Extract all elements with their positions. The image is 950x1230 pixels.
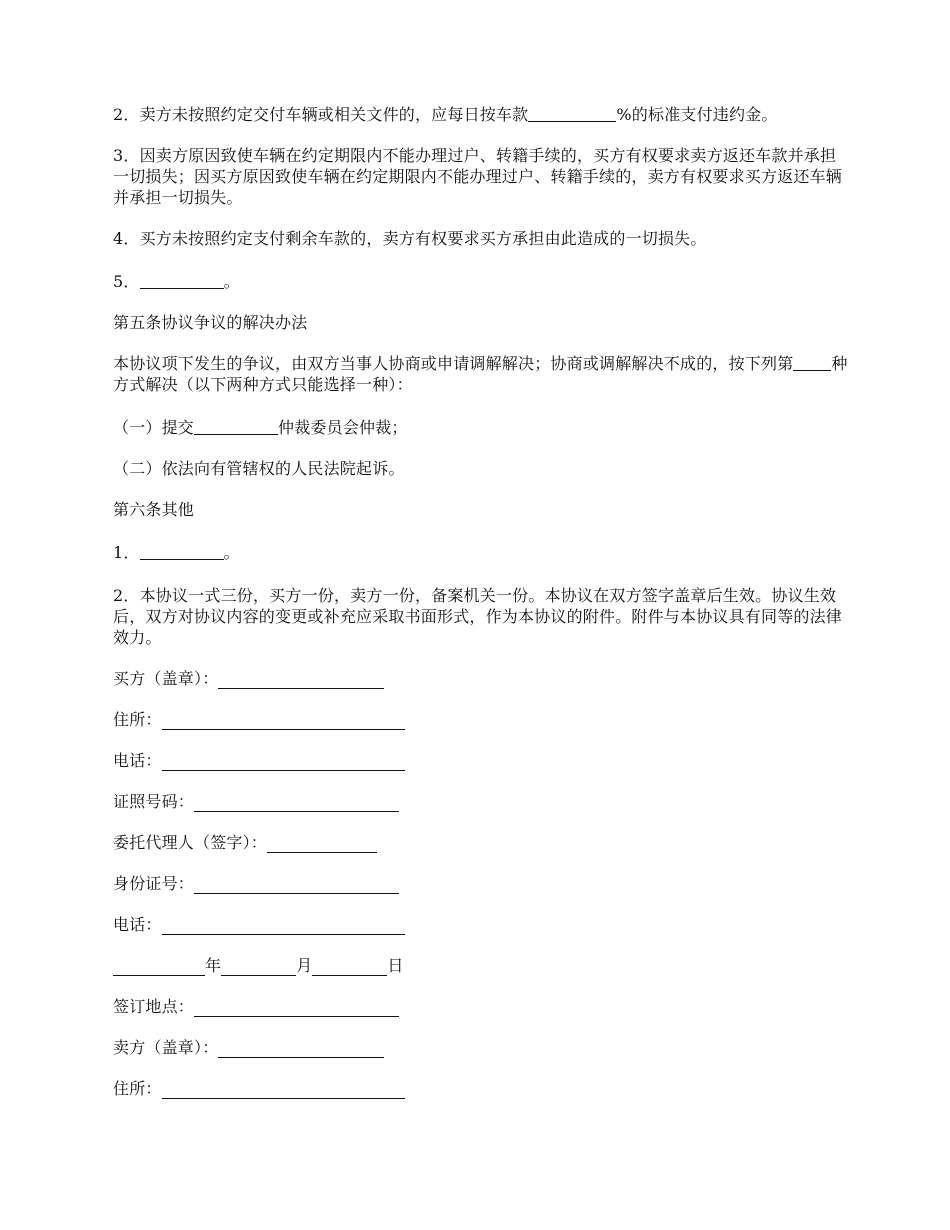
article-5-option-1 (113, 417, 848, 438)
article-6-item-1-number: 1． (113, 543, 140, 562)
day-label: 日 (387, 956, 404, 975)
article-6-heading: 第六条其他 (113, 500, 195, 519)
clause-5-number: 5． (113, 272, 140, 291)
month-label: 月 (296, 956, 313, 975)
article-5-intro-text: 本协议项下发生的争议，由双方当事人协商或申请调解解决；协商或调解解决不成的，按下列第 (113, 354, 794, 373)
seller-seal-row (113, 1037, 848, 1058)
seller-seal-field[interactable] (218, 1040, 384, 1058)
buyer-phone-label: 电话： (113, 751, 162, 770)
article-5-heading: 第五条协议争议的解决办法 (113, 313, 308, 332)
article-6-item-2: 2．本协议一式三份，买方一份，卖方一份，备案机关一份。本协议在双方签字盖章后生效。协议生效后，双方对协议内容的变更或补充应采取书面形式，作为本协议的附件。附件与本协议具有同等的法律效力。 (113, 586, 843, 647)
clause-5-blank[interactable] (140, 272, 224, 289)
clause-3: 3．因卖方原因致使车辆在约定期限内不能办理过户、转籍手续的，买方有权要求卖方返还车款并承担一切损失；因买方原因致使车辆在约定期限内不能办理过户、转籍手续的，卖方有权要求买方返还车辆并承担一切损失。 (113, 146, 843, 207)
signing-place-field[interactable] (194, 999, 399, 1017)
agent-id-label: 身份证号： (113, 874, 195, 893)
clause-2-text: 2．卖方未按照约定交付车辆或相关文件的，应每日按车款 (113, 105, 529, 124)
article-5-intro (113, 353, 848, 395)
option-1-text: （一）提交 (113, 418, 195, 437)
article-6-item-1-end: 。 (223, 543, 240, 562)
arbitration-commission-blank[interactable] (194, 418, 278, 435)
clause-2 (113, 104, 848, 125)
agent-phone-row (113, 914, 848, 935)
seller-address-row (113, 1078, 848, 1099)
year-field[interactable] (113, 958, 205, 976)
seller-seal-label: 卖方（盖章）： (113, 1038, 219, 1057)
penalty-rate-blank[interactable] (528, 105, 616, 122)
article-5-intro-text-end: 种方式解决（以下两种方式只能选择一种）： (113, 354, 848, 394)
buyer-seal-label: 买方（盖章）： (113, 669, 219, 688)
agent-signature-field[interactable] (267, 835, 377, 853)
clause-2-text-end: %的标准支付违约金。 (616, 105, 778, 124)
buyer-phone-field[interactable] (162, 753, 405, 771)
dispute-method-blank[interactable] (793, 354, 831, 371)
agent-row (113, 832, 848, 853)
year-label: 年 (205, 956, 222, 975)
day-field[interactable] (312, 958, 387, 976)
buyer-address-row (113, 709, 848, 730)
buyer-seal-field[interactable] (218, 671, 384, 689)
article-6-item-1 (113, 542, 848, 563)
clause-4: 4．买方未按照约定支付剩余车款的，卖方有权要求买方承担由此造成的一切损失。 (113, 229, 707, 248)
buyer-license-label: 证照号码： (113, 792, 195, 811)
date-row (113, 955, 848, 976)
signing-place-label: 签订地点： (113, 997, 195, 1016)
signing-place-row (113, 996, 848, 1017)
month-field[interactable] (221, 958, 296, 976)
agent-id-field[interactable] (194, 876, 399, 894)
agent-phone-field[interactable] (162, 917, 405, 935)
buyer-license-row (113, 791, 848, 812)
seller-address-label: 住所： (113, 1079, 162, 1098)
clause-5 (113, 271, 848, 292)
clause-5-end: 。 (223, 272, 240, 291)
buyer-phone-row (113, 750, 848, 771)
article-5-option-2: （二）依法向有管辖权的人民法院起诉。 (113, 459, 405, 478)
buyer-address-label: 住所： (113, 710, 162, 729)
buyer-seal-row (113, 668, 848, 689)
agent-phone-label: 电话： (113, 915, 162, 934)
document-page (113, 104, 848, 1099)
buyer-address-field[interactable] (162, 712, 405, 730)
article-6-item-1-blank[interactable] (140, 543, 224, 560)
agent-label: 委托代理人（签字）： (113, 833, 268, 852)
option-1-text-end: 仲裁委员会仲裁； (278, 418, 408, 437)
buyer-license-field[interactable] (194, 794, 399, 812)
agent-id-row (113, 873, 848, 894)
seller-address-field[interactable] (162, 1081, 405, 1099)
